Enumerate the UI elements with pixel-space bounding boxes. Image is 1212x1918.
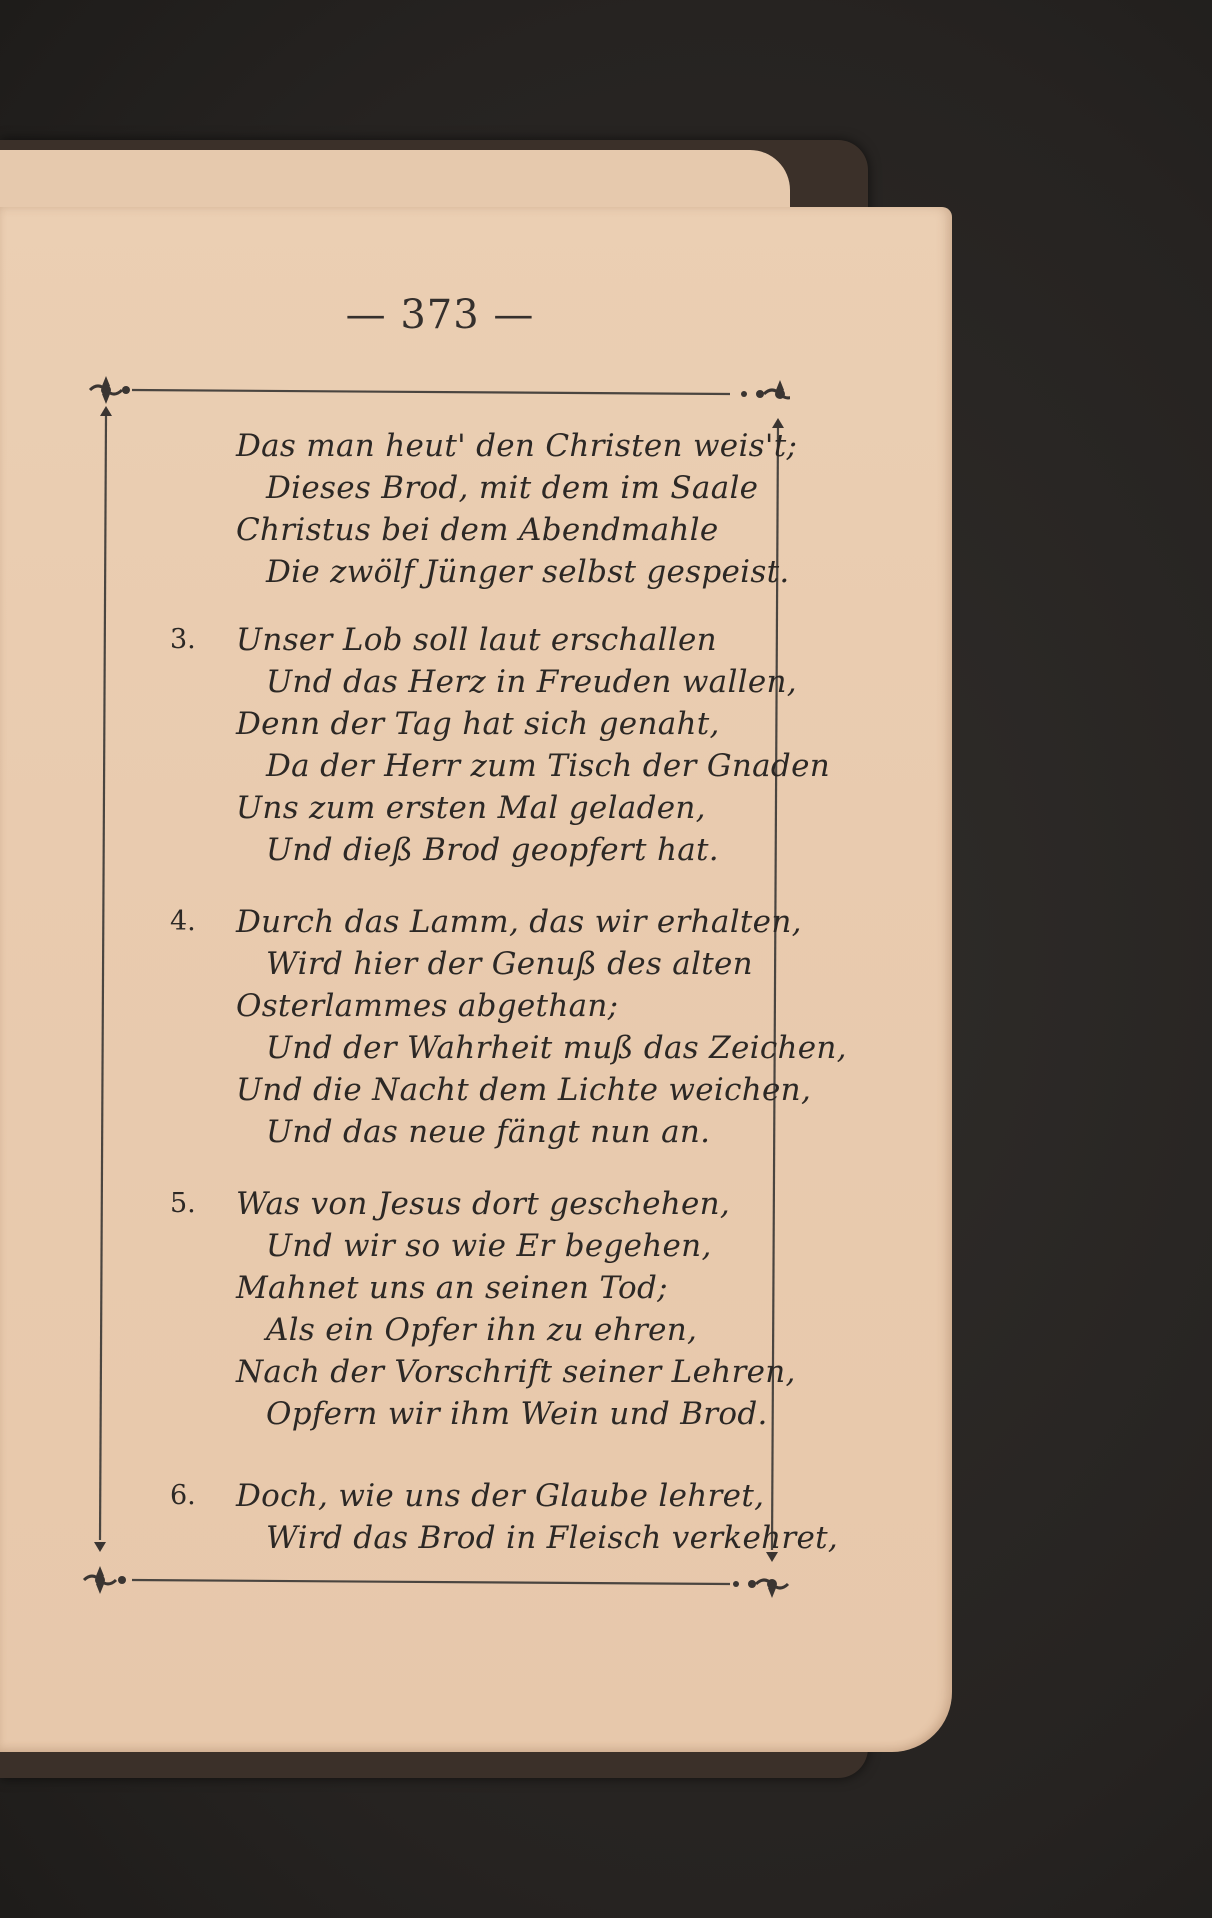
corner-ornament-bottom-left: [84, 1542, 126, 1594]
verse-line: Durch das Lamm, das wir erhalten,: [236, 904, 802, 940]
page-number: — 373 —: [345, 292, 535, 338]
verse-line: Und das Herz in Freuden wallen,: [266, 664, 797, 700]
verse-line: Was von Jesus dort geschehen,: [236, 1186, 731, 1222]
verse-line: Unser Lob soll laut erschallen: [236, 622, 717, 658]
verse-line: Dieses Brod, mit dem im Saale: [266, 470, 759, 506]
verse-line: Und der Wahrheit muß das Zeichen,: [266, 1030, 847, 1066]
verse-number: 4.: [170, 906, 196, 937]
verse-line: Christus bei dem Abendmahle: [236, 512, 719, 548]
corner-ornament-bottom-right: [733, 1552, 788, 1598]
verse-line: Nach der Vorschrift seiner Lehren,: [236, 1354, 796, 1390]
verse-line: Uns zum ersten Mal geladen,: [236, 790, 706, 826]
corner-ornament-top-right: [741, 380, 790, 428]
verse-line: Und das neue fängt nun an.: [266, 1114, 711, 1150]
verse-line: Osterlammes abgethan;: [236, 988, 619, 1024]
verse-line: Wird hier der Genuß des alten: [266, 946, 753, 982]
corner-ornament-top-left: [90, 376, 130, 416]
verse-line: Und dieß Brod geopfert hat.: [266, 832, 719, 868]
verse-line: Und die Nacht dem Lichte weichen,: [236, 1072, 812, 1108]
verse-line: Da der Herr zum Tisch der Gnaden: [266, 748, 830, 784]
verse-number: 6.: [170, 1480, 196, 1511]
verse-line: Das man heut' den Christen weis't;: [236, 428, 798, 464]
verse-line: Denn der Tag hat sich genaht,: [236, 706, 720, 742]
verse-line: Doch, wie uns der Glaube lehret,: [236, 1478, 765, 1514]
verse-number: 3.: [170, 624, 196, 655]
verse-line: Wird das Brod in Fleisch verkehret,: [266, 1520, 839, 1556]
verse-line: Mahnet uns an seinen Tod;: [236, 1270, 668, 1306]
verse-line: Die zwölf Jünger selbst gespeist.: [266, 554, 790, 590]
verse-line: Opfern wir ihm Wein und Brod.: [266, 1396, 768, 1432]
verse-line: Und wir so wie Er begehen,: [266, 1228, 712, 1264]
verse-line: Als ein Opfer ihn zu ehren,: [266, 1312, 698, 1348]
verse-number: 5.: [170, 1188, 196, 1219]
